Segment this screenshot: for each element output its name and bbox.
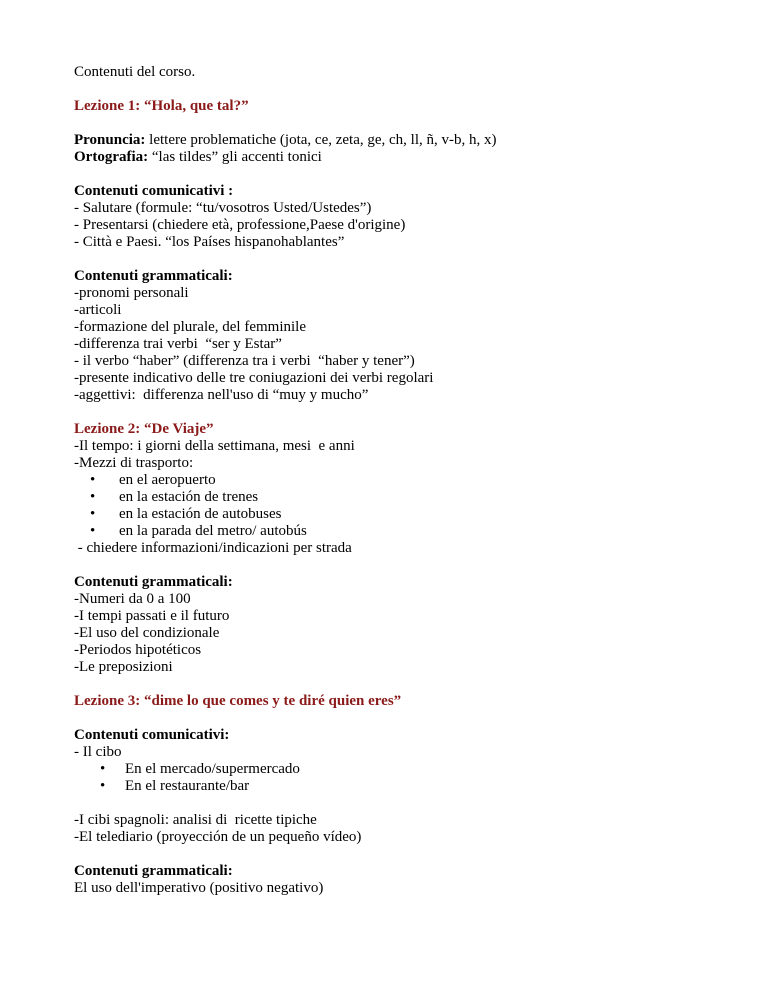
lesson-1-comunicativi-heading: Contenuti comunicativi :: [74, 183, 234, 199]
lesson-3-comunicativi-heading: Contenuti comunicativi:: [74, 727, 230, 743]
bullet-icon: •: [90, 489, 96, 505]
bullet-icon: •: [90, 523, 96, 539]
lesson-2-heading: Lezione 2: “De Viaje”: [74, 421, 214, 437]
ortografia-line: [74, 149, 734, 166]
document-page: [74, 64, 734, 897]
ortografia-label: Ortografia:: [74, 149, 149, 165]
list-item: - chiedere informazioni/indicazioni per strada: [74, 540, 352, 556]
document-title: Contenuti del corso.: [74, 64, 196, 80]
bullet-icon: •: [90, 472, 96, 488]
lesson-3-grammaticali-heading: Contenuti grammaticali:: [74, 863, 233, 879]
bullet-text: En el restaurante/bar: [125, 778, 250, 794]
bullet-icon: •: [100, 761, 106, 777]
bullet-item: [74, 506, 734, 523]
lesson-1-heading: Lezione 1: “Hola, que tal?”: [74, 98, 249, 114]
lesson-2-grammaticali-heading: Contenuti grammaticali:: [74, 574, 233, 590]
bullet-item: [74, 489, 734, 506]
lesson-3-heading: Lezione 3: “dime lo que comes y te diré quien eres”: [74, 693, 402, 709]
bullet-item: [74, 472, 734, 489]
list-item: - Il cibo: [74, 744, 122, 760]
bullet-item: [74, 761, 734, 778]
bullet-icon: •: [90, 506, 96, 522]
list-item: -Periodos hipotéticos: [74, 642, 202, 658]
list-item: -El uso del condizionale: [74, 625, 220, 641]
list-item: - il verbo “haber” (differenza tra i verbi “haber y tener”): [74, 353, 415, 369]
list-item: -presente indicativo delle tre coniugazioni dei verbi regolari: [74, 370, 434, 386]
list-item: -formazione del plurale, del femminile: [74, 319, 306, 335]
list-item: -aggettivi: differenza nell'uso di “muy y mucho”: [74, 387, 369, 403]
list-item: -Le preposizioni: [74, 659, 173, 675]
pronuncia-text: lettere problematiche (jota, ce, zeta, ge, ch, ll, ñ, v-b, h, x): [145, 132, 497, 148]
bullet-text: en la parada del metro/ autobús: [119, 523, 307, 539]
bullet-text: en la estación de autobuses: [119, 506, 282, 522]
bullet-text: en el aeropuerto: [119, 472, 216, 488]
bullet-text: En el mercado/supermercado: [125, 761, 300, 777]
list-item: -differenza trai verbi “ser y Estar”: [74, 336, 282, 352]
ortografia-text: “las tildes” gli accenti tonici: [148, 149, 322, 165]
list-item: - Salutare (formule: “tu/vosotros Usted/Ustedes”): [74, 200, 372, 216]
list-item: -Mezzi di trasporto:: [74, 455, 194, 471]
list-item: -Il tempo: i giorni della settimana, mesi e anni: [74, 438, 355, 454]
lesson-1-grammaticali-heading: Contenuti grammaticali:: [74, 268, 233, 284]
list-item: -articoli: [74, 302, 122, 318]
pronuncia-line: [74, 132, 734, 149]
bullet-item: [74, 778, 734, 795]
list-item: - Presentarsi (chiedere età, professione,Paese d'origine): [74, 217, 406, 233]
list-item: -El telediario (proyección de un pequeño vídeo): [74, 829, 362, 845]
bullet-icon: •: [100, 778, 106, 794]
bullet-item: [74, 523, 734, 540]
list-item: -I tempi passati e il futuro: [74, 608, 230, 624]
list-item: El uso dell'imperativo (positivo negativo): [74, 880, 324, 896]
list-item: -pronomi personali: [74, 285, 189, 301]
list-item: -Numeri da 0 a 100: [74, 591, 191, 607]
list-item: - Città e Paesi. “los Países hispanohablantes”: [74, 234, 345, 250]
list-item: -I cibi spagnoli: analisi di ricette tipiche: [74, 812, 317, 828]
pronuncia-label: Pronuncia:: [74, 132, 146, 148]
bullet-text: en la estación de trenes: [119, 489, 259, 505]
